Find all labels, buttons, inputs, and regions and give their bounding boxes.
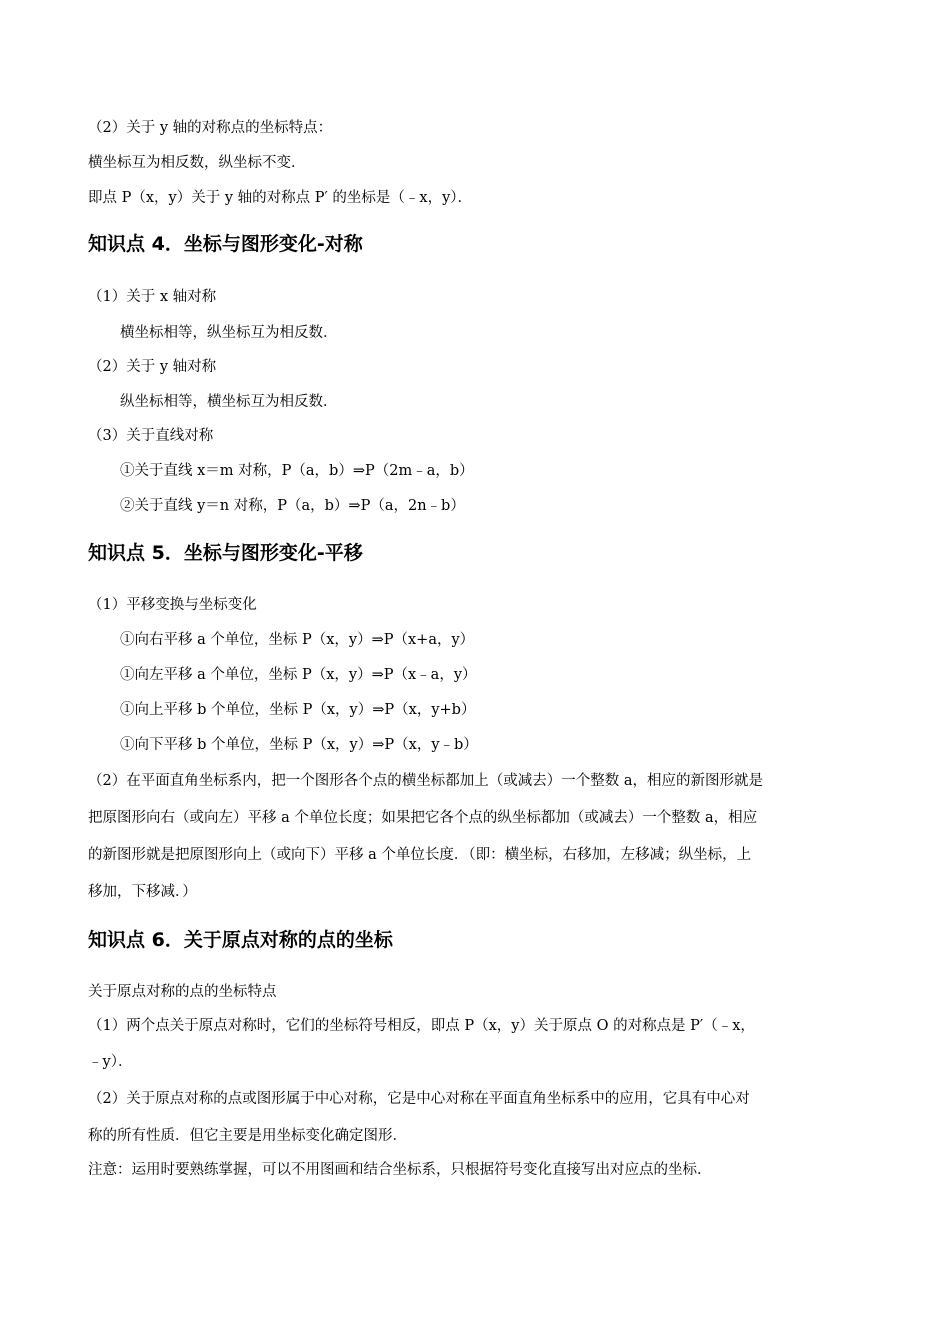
origin-sym-point-2-line-2: 称的所有性质．但它主要是用坐标变化确定图形． [88,1128,407,1144]
translation-title: （1）平移变换与坐标变化 [88,597,257,613]
y-axis-sym-title: （2）关于 y 轴对称 [88,359,217,375]
y-axis-symmetry-example: 即点 P（x，y）关于 y 轴的对称点 P′ 的坐标是（﹣x，y）． [88,190,473,206]
y-axis-symmetry-heading: （2）关于 y 轴的对称点的坐标特点： [88,120,333,136]
translation-up: ①向上平移 b 个单位，坐标 P（x，y）⇒P（x，y+b） [120,702,476,718]
line-sym-rule-x: ①关于直线 x＝m 对称，P（a，b）⇒P（2m﹣a，b） [120,463,474,479]
translation-right: ①向右平移 a 个单位，坐标 P（x，y）⇒P（x+a，y） [120,632,475,648]
line-sym-rule-y: ②关于直线 y＝n 对称，P（a，b）⇒P（a，2n﹣b） [120,498,465,514]
x-axis-sym-title: （1）关于 x 轴对称 [88,289,217,305]
y-axis-sym-rule: 纵坐标相等，横坐标互为相反数． [120,394,338,410]
origin-sym-note: 注意：运用时要熟练掌握，可以不用图画和结合坐标系，只根据符号变化直接写出对应点的坐标． [88,1162,712,1178]
section-heading-5: 知识点 5．坐标与图形变化-平移 [88,542,363,564]
translation-down: ①向下平移 b 个单位，坐标 P（x，y）⇒P（x，y﹣b） [120,737,478,753]
origin-sym-point-1-line-2: ﹣y）． [88,1054,133,1070]
translation-paragraph-line-2: 把原图形向右（或向左）平移 a 个单位长度；如果把它各个点的纵坐标都加（或减去）一个整数 a，相应 [88,810,758,826]
translation-paragraph-line-3: 的新图形就是把原图形向上（或向下）平移 a 个单位长度．（即：横坐标，右移加，左移减；纵坐标，上 [88,847,752,863]
translation-paragraph-line-1: （2）在平面直角坐标系内，把一个图形各个点的横坐标都加上（或减去）一个整数 a，相应的新图形就是 [88,773,763,789]
origin-sym-point-2-line-1: （2）关于原点对称的点或图形属于中心对称，它是中心对称在平面直角坐标系中的应用，它具有中心对 [88,1091,750,1107]
section-heading-6: 知识点 6．关于原点对称的点的坐标 [88,929,393,951]
line-sym-title: （3）关于直线对称 [88,428,214,444]
translation-paragraph-line-4: 移加，下移减．） [88,884,197,900]
origin-sym-point-1-line-1: （1）两个点关于原点对称时，它们的坐标符号相反，即点 P（x，y）关于原点 O 的对称点是 P′（﹣x， [88,1018,755,1034]
x-axis-sym-rule: 横坐标相等，纵坐标互为相反数． [120,325,338,341]
translation-left: ①向左平移 a 个单位，坐标 P（x，y）⇒P（x﹣a，y） [120,667,477,683]
y-axis-symmetry-rule: 横坐标互为相反数，纵坐标不变． [88,155,306,171]
section-heading-4: 知识点 4．坐标与图形变化-对称 [88,233,363,255]
origin-sym-title: 关于原点对称的点的坐标特点 [88,984,277,1000]
